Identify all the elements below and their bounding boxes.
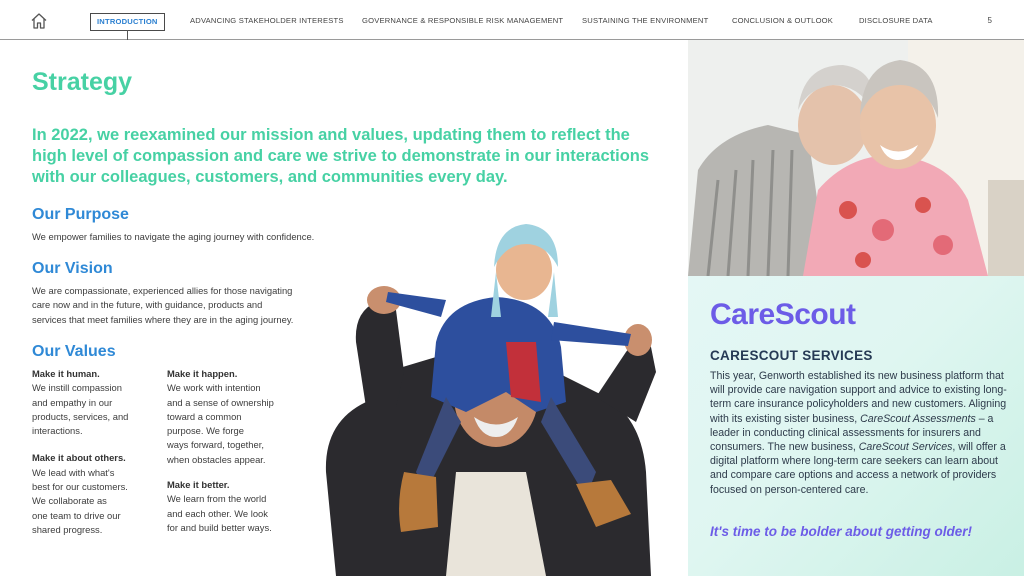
page-number: 5 xyxy=(987,16,992,25)
value-line: and a sense of ownership xyxy=(167,396,274,408)
nav-tab-disclosure-data[interactable]: DISCLOSURE DATA xyxy=(859,16,933,25)
two-women-hugging-photo xyxy=(688,40,1024,276)
values-heading: Our Values xyxy=(32,343,116,360)
value-text xyxy=(32,466,128,537)
active-tab-indicator xyxy=(127,30,128,40)
value-line: one team to drive our xyxy=(32,509,121,521)
value-line: We learn from the world xyxy=(167,493,267,505)
value-line: for and build better ways. xyxy=(167,521,272,533)
value-title: Make it happen. xyxy=(167,368,238,379)
vision-line: care now and in the future, with guidance, products and xyxy=(32,299,263,311)
nav-tab-governance[interactable]: GOVERNANCE & RESPONSIBLE RISK MANAGEMENT xyxy=(362,16,564,25)
value-text xyxy=(167,381,274,467)
vision-line: services that meet families where they are in the aging journey. xyxy=(32,313,294,325)
value-line: interactions. xyxy=(32,425,83,437)
nav-tab-introduction[interactable]: INTRODUCTION xyxy=(90,13,165,31)
services-text-emphasis: CareScout Assessments xyxy=(860,412,976,425)
carescout-logo: CareScout xyxy=(710,298,856,331)
carescout-tagline: It's time to be bolder about getting older! xyxy=(710,524,972,539)
value-line: and each other. We look xyxy=(167,507,268,519)
value-line: and empathy in our xyxy=(32,396,113,408)
purpose-text: We empower families to navigate the aging journey with confidence. xyxy=(32,231,315,242)
value-line: We work with intention xyxy=(167,382,261,394)
value-line: best for our customers. xyxy=(32,481,128,493)
value-line: toward a common xyxy=(167,410,242,422)
carescout-panel xyxy=(688,276,1024,576)
carescout-services-heading: CARESCOUT SERVICES xyxy=(710,348,873,363)
value-line: We instill compassion xyxy=(32,382,122,394)
strategy-lead-paragraph: In 2022, we reexamined our mission and values, updating them to reflect the high level of compassion and care we strive to demonstrate in our interactions with our colleagues, customers, and communities every day. xyxy=(32,126,650,186)
page-title: Strategy xyxy=(32,68,133,96)
value-text xyxy=(167,492,274,535)
top-navigation xyxy=(0,0,1024,40)
value-line: when obstacles appear. xyxy=(167,453,266,465)
vision-line: We are compassionate, experienced allies for those navigating xyxy=(32,285,293,296)
values-column-right xyxy=(167,367,274,548)
value-line: We lead with what's xyxy=(32,466,115,478)
value-text xyxy=(32,381,128,438)
nav-tab-sustaining-environment[interactable]: SUSTAINING THE ENVIRONMENT xyxy=(582,16,709,25)
services-text-part: , will offer a digital platform where long-term care seekers can learn about and compare care options and access a network of providers focused on person-centered care. xyxy=(710,441,1006,496)
value-title: Make it human. xyxy=(32,368,100,379)
value-line: purpose. We forge xyxy=(167,425,244,437)
services-text-part: This year, Genworth established its new business platform that will provide care navigation support and advice to existing long-term care insurance policyholders and new customers. Aligning with its existing sister business, xyxy=(710,370,1007,425)
vision-heading: Our Vision xyxy=(32,260,113,277)
home-icon[interactable] xyxy=(30,12,48,30)
value-title: Make it better. xyxy=(167,479,230,491)
value-line: products, services, and xyxy=(32,410,129,422)
value-line: We collaborate as xyxy=(32,495,107,507)
grandfather-child-photo xyxy=(296,222,666,576)
nav-tab-conclusion-outlook[interactable]: CONCLUSION & OUTLOOK xyxy=(732,16,834,25)
value-line: shared progress. xyxy=(32,523,103,535)
purpose-heading: Our Purpose xyxy=(32,206,129,223)
values-column-left xyxy=(32,367,128,550)
carescout-services-text xyxy=(710,369,1010,497)
services-text-part: – a leader in conducting clinical assessments for insurers and consumers. The new business, xyxy=(710,412,994,454)
nav-tab-advancing-stakeholder-interests[interactable]: ADVANCING STAKEHOLDER INTERESTS xyxy=(190,16,344,25)
value-title: Make it about others. xyxy=(32,452,126,464)
value-line: ways forward, together, xyxy=(167,439,264,451)
services-text-emphasis: CareScout Services xyxy=(858,441,953,454)
